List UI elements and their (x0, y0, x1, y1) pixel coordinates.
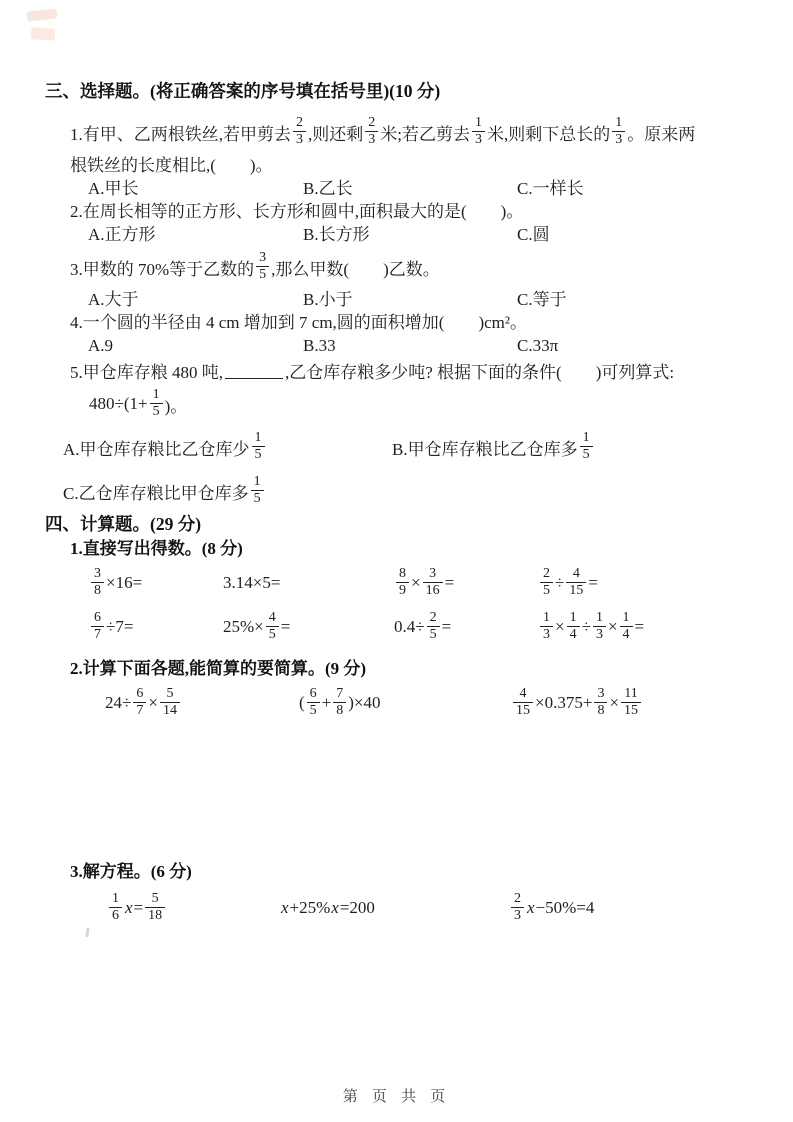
equation-expr: $\frac{1}{6}$ x = $\frac{5}{18}$ (107, 892, 280, 924)
calc-expr: $\frac{8}{9}$ × $\frac{3}{16}$ = (394, 567, 538, 599)
exam-content (45, 80, 748, 930)
option-b: B.33 (303, 336, 336, 355)
fraction: $\frac{2}{5}$ (540, 566, 553, 598)
equation-expr: $\frac{2}{3}$ x −50%=4 (509, 892, 748, 924)
option-a: A.大于 (88, 290, 139, 309)
option-a: A.甲仓库存粮比乙仓库少 $\frac{1}{5}$ (63, 425, 392, 469)
option-c: C.一样长 (517, 179, 584, 198)
fraction: $\frac{2}{3}$ (511, 891, 524, 923)
question-3 (70, 246, 748, 311)
calc-expr: $\frac{6}{7}$ ÷7= (89, 611, 223, 643)
section-calc-heading: 四、计算题。(29 分) (45, 514, 202, 534)
calc-sub1-row2 (89, 605, 748, 649)
fraction: $\frac{1}{3}$ (472, 115, 485, 147)
option-a: A.甲长 (88, 179, 139, 198)
question-1 (70, 110, 748, 200)
calc-expr: 24÷ $\frac{6}{7}$ × $\frac{5}{14}$ (105, 687, 299, 719)
calc-expr: ( $\frac{6}{5}$ + $\frac{7}{8}$ )×40 (299, 685, 381, 718)
fraction: $\frac{1}{4}$ (620, 610, 633, 642)
fraction: $\frac{1}{6}$ (109, 891, 122, 923)
calc-sub3-title: 3.解方程。(6 分) (70, 862, 192, 881)
fill-in-blank (225, 361, 283, 379)
fraction: $\frac{1}{3}$ (593, 610, 606, 642)
fraction: $\frac{1}{4}$ (567, 610, 580, 642)
fraction: $\frac{4}{15}$ (566, 566, 586, 598)
option-c: C.33π (517, 336, 559, 355)
fraction: $\frac{1}{3}$ (540, 610, 553, 642)
option-c: C.乙仓库存粮比甲仓库多 $\frac{1}{5}$ (63, 469, 748, 513)
question-4-line: 4.一个圆的半径由 4 cm 增加到 7 cm,圆的面积增加( )cm²。 (70, 313, 527, 332)
fraction: $\frac{4}{15}$ (513, 686, 533, 718)
question-5-line: 5.甲仓库存粮 480 吨, ,乙仓库存粮多少吨? 根据下面的条件( )可列算式: (70, 362, 675, 382)
fraction: $\frac{3}{16}$ (423, 566, 443, 598)
question-1-line2: 根铁丝的长度相比,( )。 (70, 156, 273, 175)
scan-speck (85, 928, 89, 937)
calc-sub2-row (105, 681, 748, 725)
calc-expr: 25%× $\frac{4}{5}$ = (223, 609, 291, 642)
fraction: $\frac{3}{8}$ (594, 686, 607, 718)
fraction: $\frac{1}{5}$ (150, 387, 163, 419)
fraction: $\frac{1}{3}$ (612, 115, 625, 147)
calc-sub1-row1 (89, 561, 748, 605)
fraction: $\frac{2}{3}$ (293, 115, 306, 147)
question-3-line: 3.甲数的 70%等于乙数的 $\frac{3}{5}$ ,那么甲数( )乙数。 (70, 249, 440, 282)
question-5-formula: 480÷(1+ $\frac{1}{5}$ )。 (89, 386, 188, 419)
fraction: $\frac{1}{5}$ (580, 430, 593, 462)
fraction: $\frac{6}{7}$ (91, 610, 104, 642)
question-1-line1: 1.有甲、乙两根铁丝,若甲剪去 $\frac{2}{3}$ ,则还剩 $\frac{2}{3}$ 米;若乙剪去 $\frac{1}{3}$ 米,则剩下总长的 $\frac{1}{3}$ 。原来两 (70, 114, 696, 147)
calc-sub3-row (107, 886, 748, 930)
question-2 (70, 200, 748, 246)
calc-sub1-title: 1.直接写出得数。(8 分) (70, 539, 243, 558)
calc-sub2-title: 2.计算下面各题,能简算的要简算。(9 分) (70, 659, 367, 678)
question-2-options (88, 223, 748, 246)
fraction: $\frac{1}{5}$ (251, 474, 264, 506)
question-1-options (88, 177, 748, 200)
faint-stamp-mark (25, 6, 65, 50)
fraction: $\frac{5}{14}$ (160, 686, 180, 718)
calc-expr: $\frac{3}{8}$ ×16= (89, 567, 223, 599)
fraction: $\frac{6}{5}$ (307, 686, 320, 718)
question-5 (70, 357, 748, 383)
question-4 (70, 311, 748, 357)
option-b: B.甲仓库存粮比乙仓库多 $\frac{1}{5}$ (392, 425, 748, 469)
fraction: $\frac{4}{5}$ (266, 610, 279, 642)
calc-expr: 0.4÷ $\frac{2}{5}$ = (394, 609, 452, 642)
calc-sub3 (45, 860, 748, 930)
calc-expr: $\frac{4}{15}$ ×0.375+ $\frac{3}{8}$ × $\frac{11}{15}$ (511, 687, 748, 719)
question-5-options-ab (63, 425, 748, 469)
fraction: $\frac{5}{18}$ (145, 891, 165, 923)
option-b: B.乙长 (303, 179, 353, 198)
page-footer: 第 页 共 页 (342, 1088, 451, 1105)
question-3-options (88, 288, 748, 311)
fraction: $\frac{8}{9}$ (396, 566, 409, 598)
option-a: A.正方形 (88, 225, 156, 244)
fraction: $\frac{1}{5}$ (252, 430, 265, 462)
fraction: $\frac{3}{5}$ (256, 250, 269, 282)
fraction: $\frac{3}{8}$ (91, 566, 104, 598)
fraction: $\frac{7}{8}$ (333, 686, 346, 718)
calc-expr: $\frac{2}{5}$ ÷ $\frac{4}{15}$ = (538, 567, 748, 599)
calc-expr: $\frac{1}{3}$ × $\frac{1}{4}$ ÷ $\frac{1}{3}$ × $\frac{1}{4}$ = (538, 611, 748, 643)
fraction: $\frac{2}{5}$ (427, 610, 440, 642)
equation-expr: x +25% x =200 (281, 898, 375, 917)
fraction: $\frac{11}{15}$ (621, 686, 641, 718)
question-4-options (88, 334, 748, 357)
fraction: $\frac{2}{3}$ (365, 115, 378, 147)
question-2-line: 2.在周长相等的正方形、长方形和圆中,面积最大的是( )。 (70, 202, 524, 221)
fraction: $\frac{6}{7}$ (133, 686, 146, 718)
option-b: B.长方形 (303, 225, 370, 244)
question-5-option-c (63, 469, 748, 513)
option-a: A.9 (88, 336, 114, 355)
option-b: B.小于 (303, 290, 353, 309)
option-c: C.圆 (517, 225, 550, 244)
section-choice-heading: 三、选择题。(将正确答案的序号填在括号里)(10 分) (45, 81, 441, 101)
calc-expr: 3.14×5= (223, 573, 281, 592)
option-c: C.等于 (517, 290, 567, 309)
